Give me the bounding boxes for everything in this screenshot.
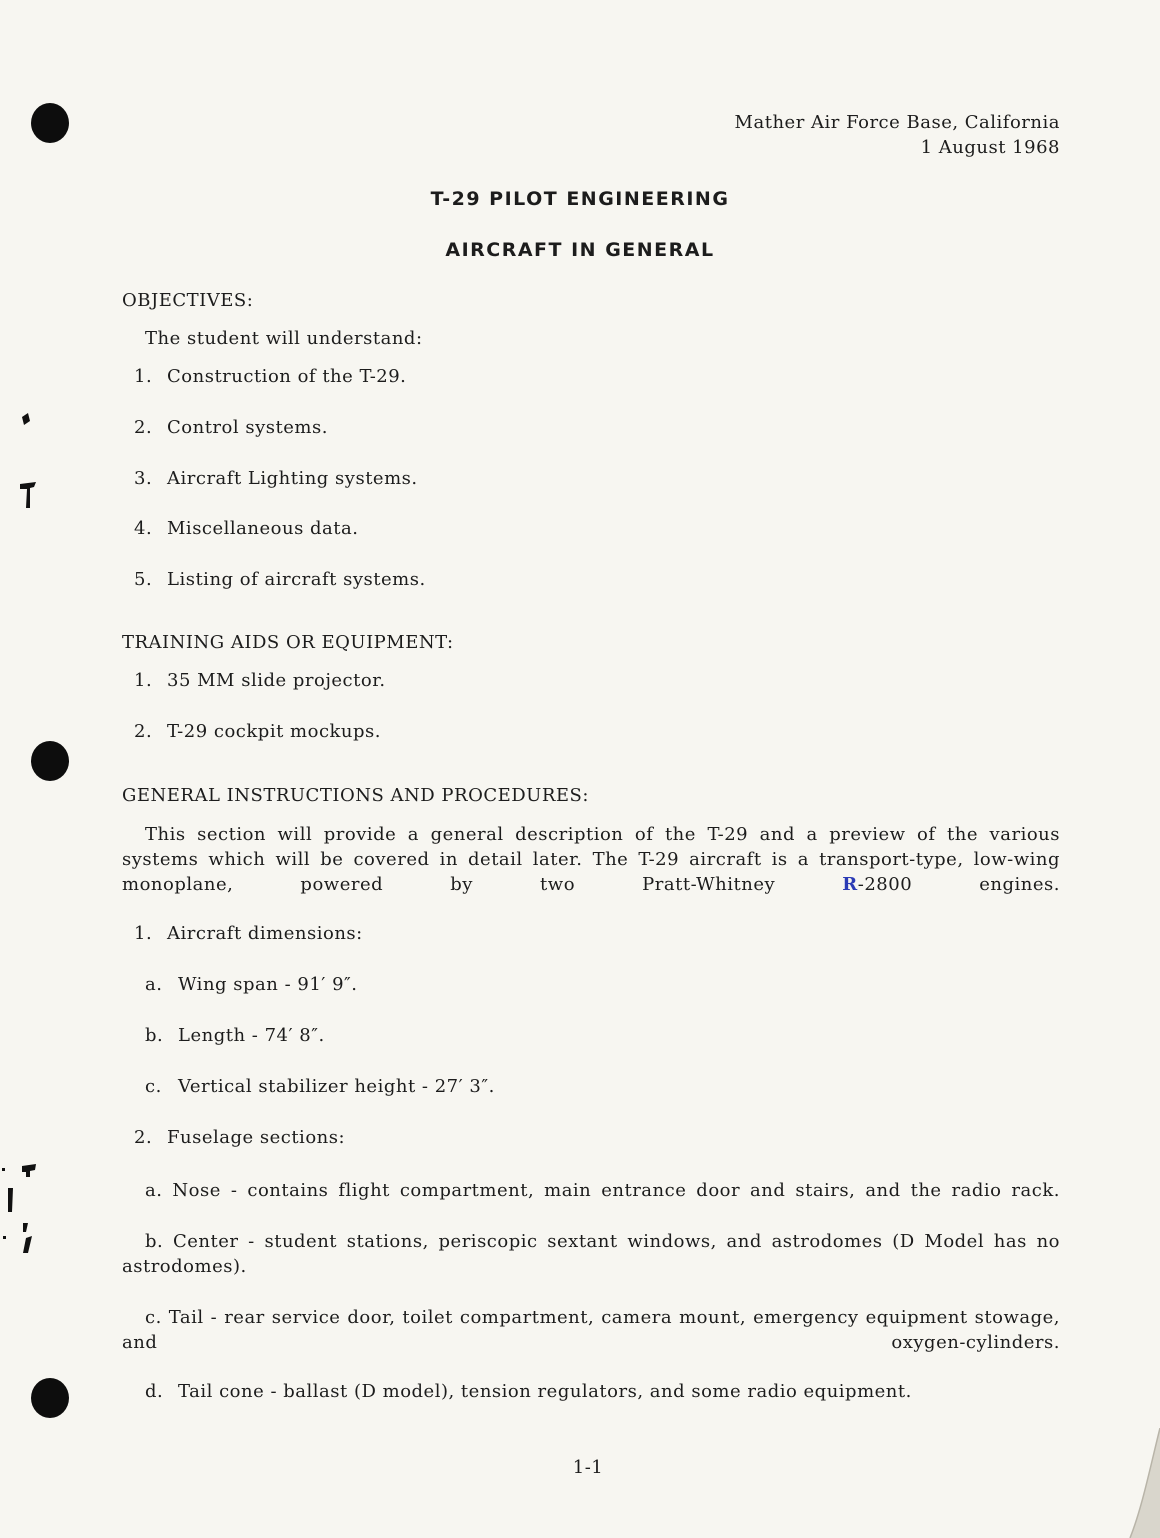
objectives-heading: OBJECTIVES: [122,290,254,311]
objective-item: Control systems. [167,417,328,438]
dimensions-heading: Aircraft dimensions: [167,923,363,944]
dimension-letter: a. [145,974,163,995]
fuselage-letter: b. [145,1231,164,1252]
fuselage-item [122,1229,1060,1304]
objective-number: 2. [134,417,153,438]
objective-item: Miscellaneous data. [167,518,359,539]
fuselage-heading: Fuselage sections: [167,1127,346,1148]
objective-number: 4. [134,518,153,539]
fuselage-letter: a. [145,1180,163,1201]
fuselage-item [122,1305,1060,1380]
objective-item: Construction of the T-29. [167,366,407,387]
fuselage-text: Nose - contains flight compartment, main entrance door and stairs, and the radio rack. [172,1180,1060,1201]
objective-item: Aircraft Lighting systems. [167,468,418,489]
dimension-item: Length - 74′ 8″. [178,1025,325,1046]
fuselage-letter: c. [145,1307,162,1328]
header-date: 1 August 1968 [920,137,1060,158]
general-heading: GENERAL INSTRUCTIONS AND PROCEDURES: [122,785,589,806]
fuselage-number: 2. [134,1127,153,1148]
handwritten-correction: R [842,874,858,895]
training-number: 2. [134,721,153,742]
paragraph-text-end: -2800 engines. [857,874,1060,895]
fuselage-letter: d. [145,1381,164,1402]
fuselage-item [122,1178,1060,1228]
section-title: AIRCRAFT IN GENERAL [445,239,715,261]
scan-marks [0,0,60,1538]
document-title: T-29 PILOT ENGINEERING [430,188,730,210]
dimension-item: Wing span - 91′ 9″. [178,974,358,995]
objective-number: 5. [134,569,153,590]
fuselage-text: Tail - rear service door, toilet compartment, camera mount, emergency equipment stowage, and oxygen-cylinders. [122,1307,1060,1353]
training-number: 1. [134,670,153,691]
fuselage-text: Tail cone - ballast (D model), tension regulators, and some radio equipment. [178,1381,912,1402]
dimension-letter: c. [145,1076,162,1097]
training-item: T-29 cockpit mockups. [167,721,382,742]
header-location: Mather Air Force Base, California [734,112,1060,133]
dimension-letter: b. [145,1025,164,1046]
objective-item: Listing of aircraft systems. [167,569,426,590]
page-number: 1-1 [572,1457,604,1478]
fuselage-text: Center - student stations, periscopic sextant windows, and astrodomes (D Model has no astrodomes). [122,1231,1060,1277]
dimension-item: Vertical stabilizer height - 27′ 3″. [178,1076,495,1097]
dimensions-number: 1. [134,923,153,944]
objectives-intro: The student will understand: [145,328,423,349]
training-heading: TRAINING AIDS OR EQUIPMENT: [122,632,454,653]
training-item: 35 MM slide projector. [167,670,386,691]
paragraph-text: This section will provide a general description of the T-29 and a preview of the various systems which will be covered in detail later. The T-29 aircraft is a transport-type, low-wing monoplane, powered by two Pratt-Whitney [122,824,1060,895]
objective-number: 1. [134,366,153,387]
page-corner-curl [1120,1428,1160,1538]
objective-number: 3. [134,468,153,489]
general-paragraph [122,822,1060,922]
